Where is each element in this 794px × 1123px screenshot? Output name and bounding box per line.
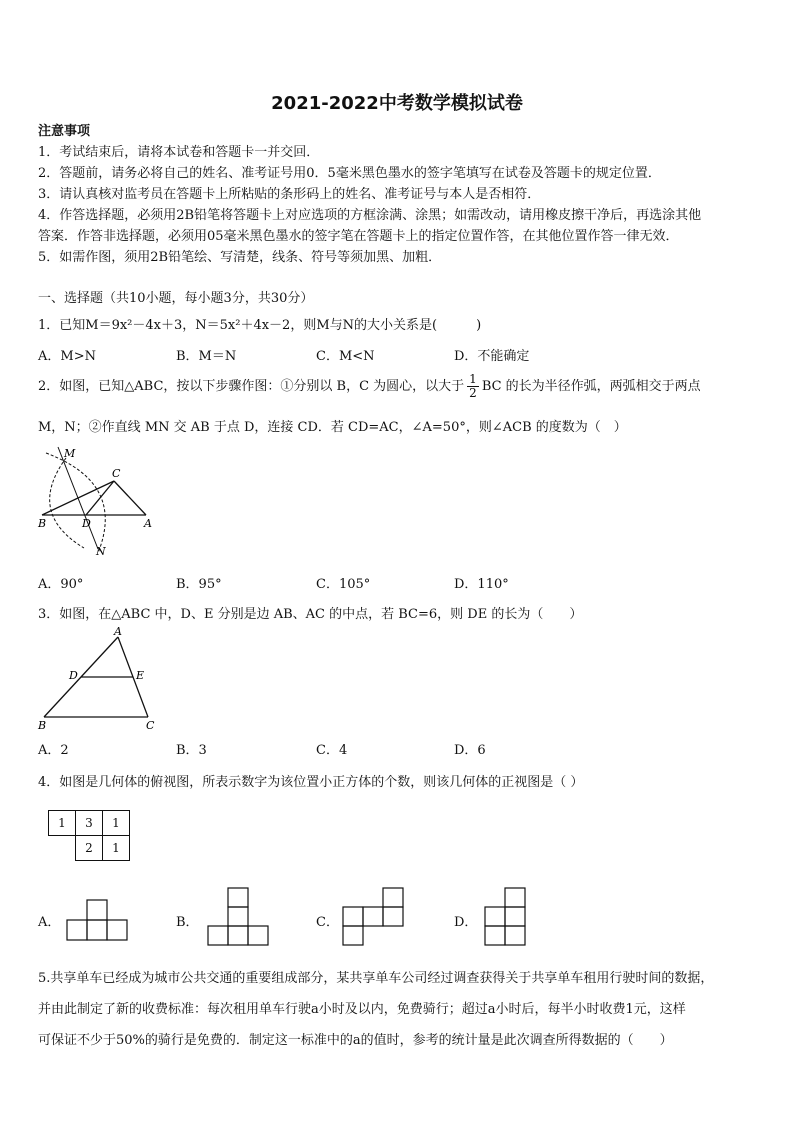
q1-option-b: B．M＝N (176, 349, 237, 364)
q2-line1-pre: 2．如图，已知△ABC，按以下步骤作图：①分别以 B，C 为圆心，以大于 (38, 379, 465, 394)
grid-cell: 3 (76, 811, 103, 836)
q1-option-c: C．M<N (316, 349, 375, 364)
notice-item-1: 1．考试结束后，请将本试卷和答题卡一并交回． (38, 145, 320, 160)
q3-option-b: B．3 (176, 743, 207, 758)
q3-label-e: E (136, 669, 145, 682)
q4-option-d-figure (484, 886, 530, 948)
grid-cell: 1 (103, 836, 130, 861)
q1-option-d: D．不能确定 (454, 349, 530, 364)
q1-text: 1．已知M＝9x²－4x＋3，N＝5x²＋4x－2，则M与N的大小关系是( ) (38, 318, 482, 333)
q2-label-m: M (64, 447, 76, 460)
q4-option-d-label: D． (454, 915, 478, 930)
q5-line-2: 并由此制定了新的收费标准：每次租用单车行驶a小时及以内，免费骑行；超过a小时后，每半小时收费1元，这样 (38, 1002, 686, 1017)
notice-item-4-cont: 答案．作答非选择题，必须用05毫米黑色墨水的签字笔在答题卡上的指定位置作答，在其他位置作答一律无效． (38, 229, 679, 244)
notice-item-5: 5．如需作图，须用2B铅笔绘、写清楚，线条、符号等须加黑、加粗． (38, 250, 442, 265)
q3-text: 3．如图，在△ABC 中，D、E 分别是边 AB、AC 的中点，若 BC=6，则 DE 的长为（ ） (38, 607, 583, 622)
q4-option-a-figure (66, 898, 130, 942)
q2-label-c: C (112, 467, 121, 480)
notice-heading: 注意事项 (38, 124, 91, 139)
section-heading: 一、选择题（共10小题，每小题3分，共30分） (38, 291, 314, 306)
q2-line1 (38, 373, 701, 400)
fraction-denominator: 2 (469, 386, 477, 400)
q1-option-a: A．M>N (38, 349, 96, 364)
q4-option-b-figure (207, 886, 271, 948)
page-title: 2021-2022中考数学模拟试卷 (271, 93, 523, 114)
q2-line1-post: BC 的长为半径作弧，两弧相交于两点 (481, 379, 701, 394)
q2-figure (36, 443, 166, 558)
grid-cell: 2 (76, 836, 103, 861)
q2-line2: M，N；②作直线 MN 交 AB 于点 D，连接 CD．若 CD=AC，∠A=50°，则∠ACB 的度数为（ ） (38, 420, 627, 435)
q5-line-3: 可保证不少于50%的骑行是免费的．制定这一标准中的a的值时，参考的统计量是此次调查所得数据的（ ） (38, 1033, 673, 1048)
q2-option-d: D．110° (454, 577, 509, 592)
q4-text: 4．如图是几何体的俯视图，所表示数字为该位置小正方体的个数，则该几何体的正视图是（ ） (38, 775, 584, 790)
grid-row (49, 836, 130, 861)
q4-top-view-grid (48, 810, 130, 861)
q2-segment-bc (42, 481, 114, 515)
q3-label-d: D (69, 669, 78, 682)
grid-cell: 1 (49, 811, 76, 836)
q2-segment-dc (86, 481, 114, 515)
q4-option-a-label: A． (38, 915, 61, 930)
q2-option-a: A．90° (38, 577, 84, 592)
q5-line-1: 5.共享单车已经成为城市公共交通的重要组成部分，某共享单车公司经过调查获得关于共享单车租用行驶时间的数据， (38, 971, 714, 986)
notice-item-4: 4．作答选择题，必须用2B铅笔将答题卡上对应选项的方框涂满、涂黑；如需改动，请用橡皮擦干净后，再选涂其他 (38, 208, 702, 223)
q2-label-a: A (144, 517, 152, 530)
q3-option-d: D．6 (454, 743, 486, 758)
q2-segment-ca (114, 481, 146, 515)
q2-label-n: N (96, 545, 106, 558)
notice-item-3: 3．请认真核对监考员在答题卡上所粘贴的条形码上的姓名、准考证号与本人是否相符． (38, 187, 541, 202)
q4-option-c-label: C． (316, 915, 339, 930)
q2-option-c: C．105° (316, 577, 371, 592)
notice-item-2: 2．答题前，请务必将自己的姓名、准考证号用0．5毫米黑色墨水的签字笔填写在试卷及答题卡的规定位置． (38, 166, 661, 181)
q2-label-b: B (38, 517, 47, 530)
q3-label-b: B (38, 719, 47, 732)
q4-option-c-figure (342, 886, 406, 948)
fraction (467, 373, 479, 400)
q2-label-d: D (82, 517, 91, 530)
q3-option-c: C．4 (316, 743, 348, 758)
q4-option-b-label: B． (176, 915, 199, 930)
q2-option-b: B．95° (176, 577, 222, 592)
q3-label-a: A (114, 625, 122, 638)
grid-row (49, 811, 130, 836)
fraction-numerator: 1 (469, 372, 477, 386)
grid-cell-empty (49, 836, 76, 861)
q3-option-a: A．2 (38, 743, 69, 758)
q3-label-c: C (146, 719, 155, 732)
grid-cell: 1 (103, 811, 130, 836)
q3-figure (36, 625, 161, 735)
